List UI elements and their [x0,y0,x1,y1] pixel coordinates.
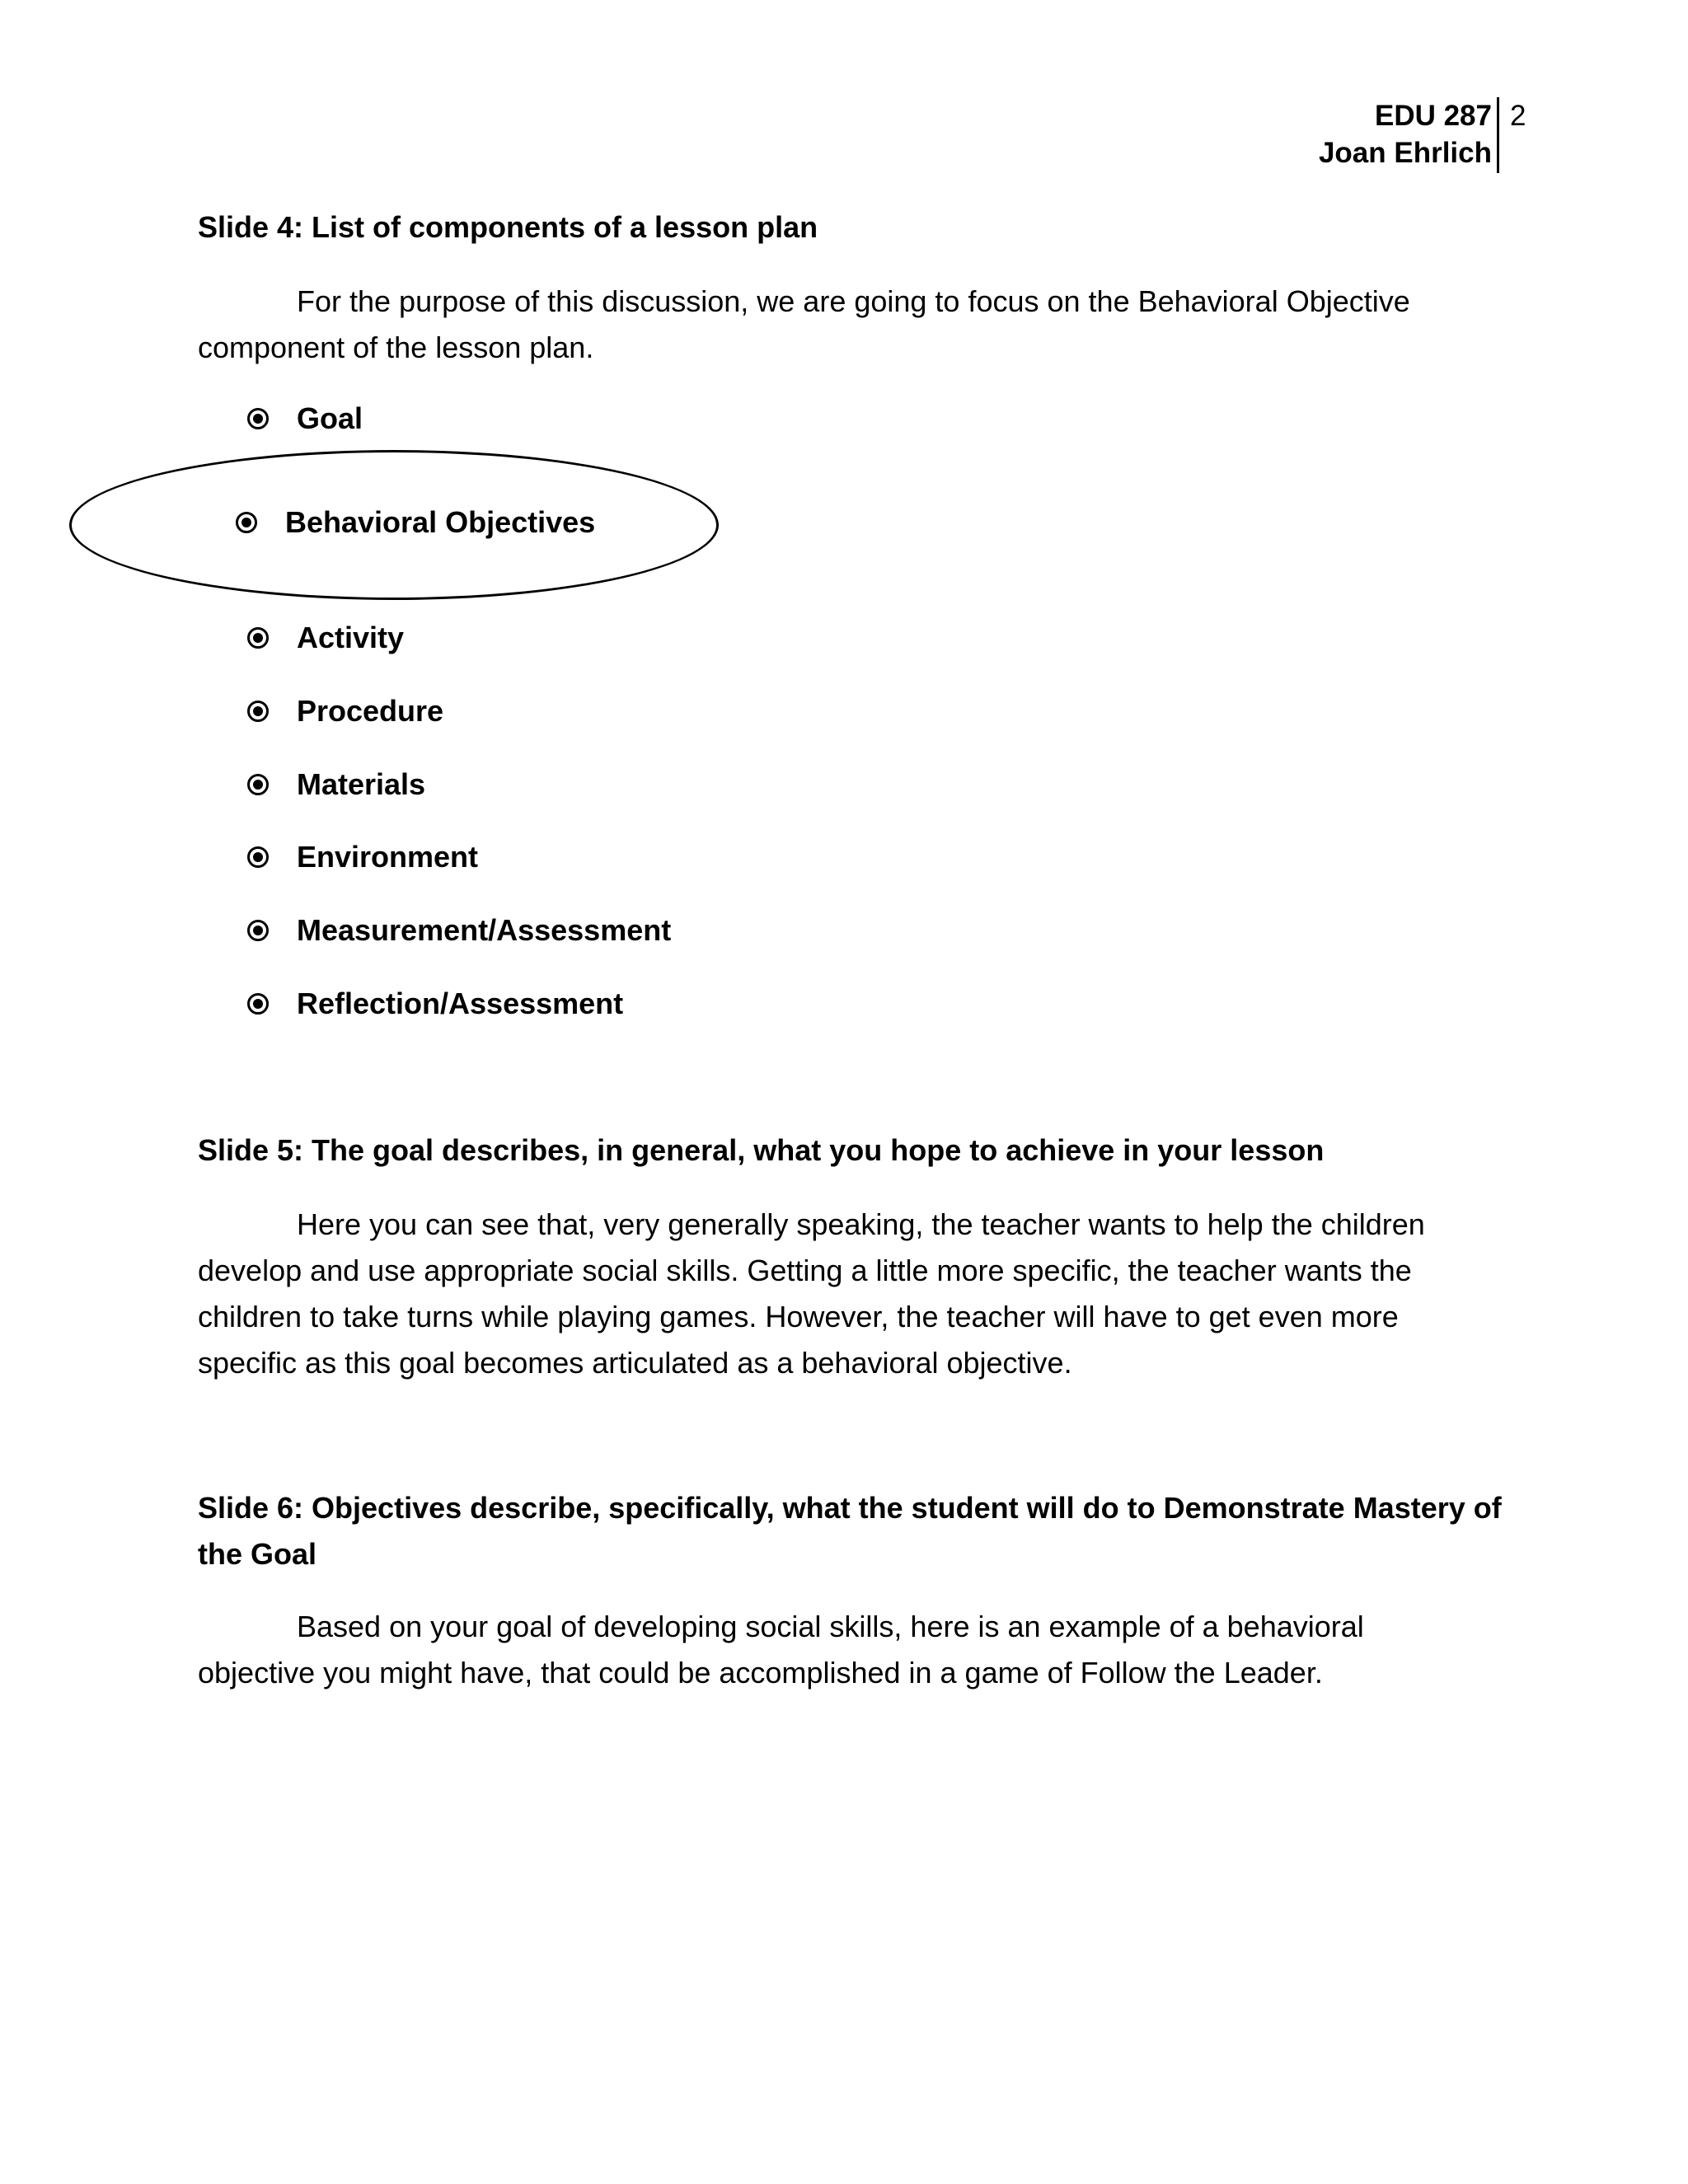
list-item-label: Environment [297,840,479,874]
radio-bullet-icon [247,627,269,649]
course-code: EDU 287 [1374,100,1492,132]
list-item-label: Materials [297,767,426,801]
header-divider [1497,97,1499,173]
list-item [247,981,623,1027]
list-item [247,615,404,661]
list-item [236,499,595,546]
radio-bullet-icon [247,993,269,1015]
list-item [247,396,363,442]
page-number: 2 [1510,100,1526,132]
slide6-paragraph: Based on your goal of developing social skills, here is an example of a behavioral objective you might have, that could be accomplished in a game of Follow the Leader. [198,1610,1364,1690]
slide5-paragraph: Here you can see that, very generally speaking, the teacher wants to help the children develop and use appropriate social skills. Getting a little more specific, the teacher wants the children to take turns while playing games. However, the teacher will have to get even more specific as this goal becomes articulated as a behavioral objective. [198,1207,1425,1380]
radio-bullet-icon [247,701,269,722]
list-item-label: Measurement/Assessment [297,913,672,947]
slide6-heading: Slide 6: Objectives describe, specifically, what the student will do to Demonstrate Mastery of the Goal [198,1491,1502,1571]
page-header [1319,97,1492,171]
radio-bullet-icon [247,920,269,941]
radio-bullet-icon [236,512,257,533]
slide5-heading: Slide 5: The goal describes, in general, what you hope to achieve in your lesson [198,1133,1325,1167]
author-name: Joan Ehrlich [1318,137,1492,169]
slide4-heading: Slide 4: List of components of a lesson plan [198,210,818,244]
list-item [247,907,671,954]
slide4-paragraph: For the purpose of this discussion, we are going to focus on the Behavioral Objective component of the lesson plan. [198,284,1410,364]
list-item-label: Procedure [297,694,444,728]
radio-bullet-icon [247,774,269,795]
list-item [247,834,478,880]
list-item-label: Activity [297,621,405,654]
list-item-label: Behavioral Objectives [285,505,596,539]
list-item [247,762,425,808]
radio-bullet-icon [247,408,269,429]
list-item [247,688,443,734]
list-item-label: Goal [297,401,363,435]
radio-bullet-icon [247,846,269,868]
list-item-label: Reflection/Assessment [297,987,624,1020]
